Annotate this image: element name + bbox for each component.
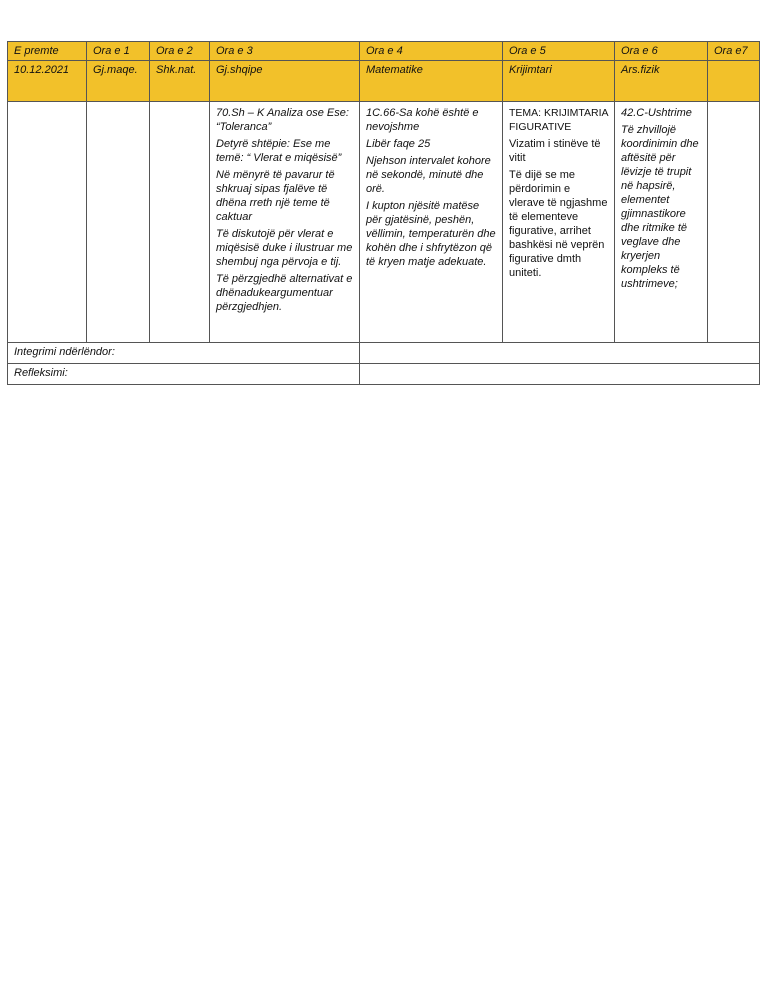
hour-5-header: Ora e 5 [503,42,615,61]
hour-4-header: Ora e 4 [360,42,503,61]
content-cell-date [8,102,87,343]
subject-5: Krijimtari [503,61,615,102]
ora4-book: Libër faqe 25 [366,138,431,150]
content-cell-2 [150,102,210,343]
hour-2-header: Ora e 2 [150,42,210,61]
integration-label: Integrimi ndërlëndor: [8,343,360,364]
subject-3: Gj.shqipe [210,61,360,102]
content-cell-3 [210,102,360,343]
subject-6: Ars.fizik [615,61,708,102]
content-cell-1 [87,102,150,343]
day-cell: E premte [8,42,87,61]
date-cell: 10.12.2021 [8,61,87,102]
hour-3-header: Ora e 3 [210,42,360,61]
ora4-title: 1C.66-Sa kohë është e nevojshme [366,107,479,133]
hour-7-header: Ora e7 [708,42,760,61]
subject-1: Gj.maqe. [87,61,150,102]
ora5-topic: Vizatim i stinëve të vitit [509,138,601,164]
ora5-theme: TEMA: KRIJIMTARIA FIGURATIVE [509,107,608,133]
ora5-goal: Të dijë se me përdorimin e vlerave të ngjashme të elementeve figurative, arrihet bashkësi në veprën figurative dmth uniteti. [509,169,608,279]
subject-7 [708,61,760,102]
content-cell-7 [708,102,760,343]
subject-4: Matematike [360,61,503,102]
ora6-goal: Të zhvillojë koordinimin dhe aftësitë për lëvizje të trupit në hapsirë, elementet gjimnastikore dhe ritmike të veglave dhe kryerjen kompleks të ushtrimeve; [621,124,699,290]
content-cell-5 [503,102,615,343]
subject-2: Shk.nat. [150,61,210,102]
ora3-goal-3: Të përzgjedhë alternativat e dhënadukeargumentuar përzgjedhjen. [216,273,353,313]
header-row-subjects [8,61,760,102]
ora4-goal-1: Njehson intervalet kohore në sekondë, minutë dhe orë. [366,155,491,195]
reflection-label: Refleksimi: [8,364,360,385]
header-row-hours [8,42,760,61]
ora4-goal-2: I kupton njësitë matëse për gjatësinë, peshën, vëllimin, temperaturën dhe kohën dhe i shfrytëzon që të kryen matje adekuate. [366,200,496,268]
ora3-title: 70.Sh – K Analiza ose Ese: “Toleranca” [216,107,349,133]
reflection-row [8,364,760,385]
integration-row [8,343,760,364]
ora3-goal-2: Të diskutojë për vlerat e miqësisë duke i ilustruar me shembuj nga përvoja e tij. [216,228,353,268]
ora3-goal-1: Në mënyrë të pavarur të shkruaj sipas fjalëve të dhëna rreth një teme të caktuar [216,169,335,223]
hour-6-header: Ora e 6 [615,42,708,61]
ora3-homework: Detyrë shtëpie: Ese me temë: “ Vlerat e miqësisë” [216,138,342,164]
reflection-value [360,364,760,385]
weekly-plan-table [7,41,760,385]
content-cell-4 [360,102,503,343]
content-cell-6 [615,102,708,343]
lesson-content-row [8,102,760,343]
hour-1-header: Ora e 1 [87,42,150,61]
integration-value [360,343,760,364]
ora6-title: 42.C-Ushtrime [621,107,692,119]
